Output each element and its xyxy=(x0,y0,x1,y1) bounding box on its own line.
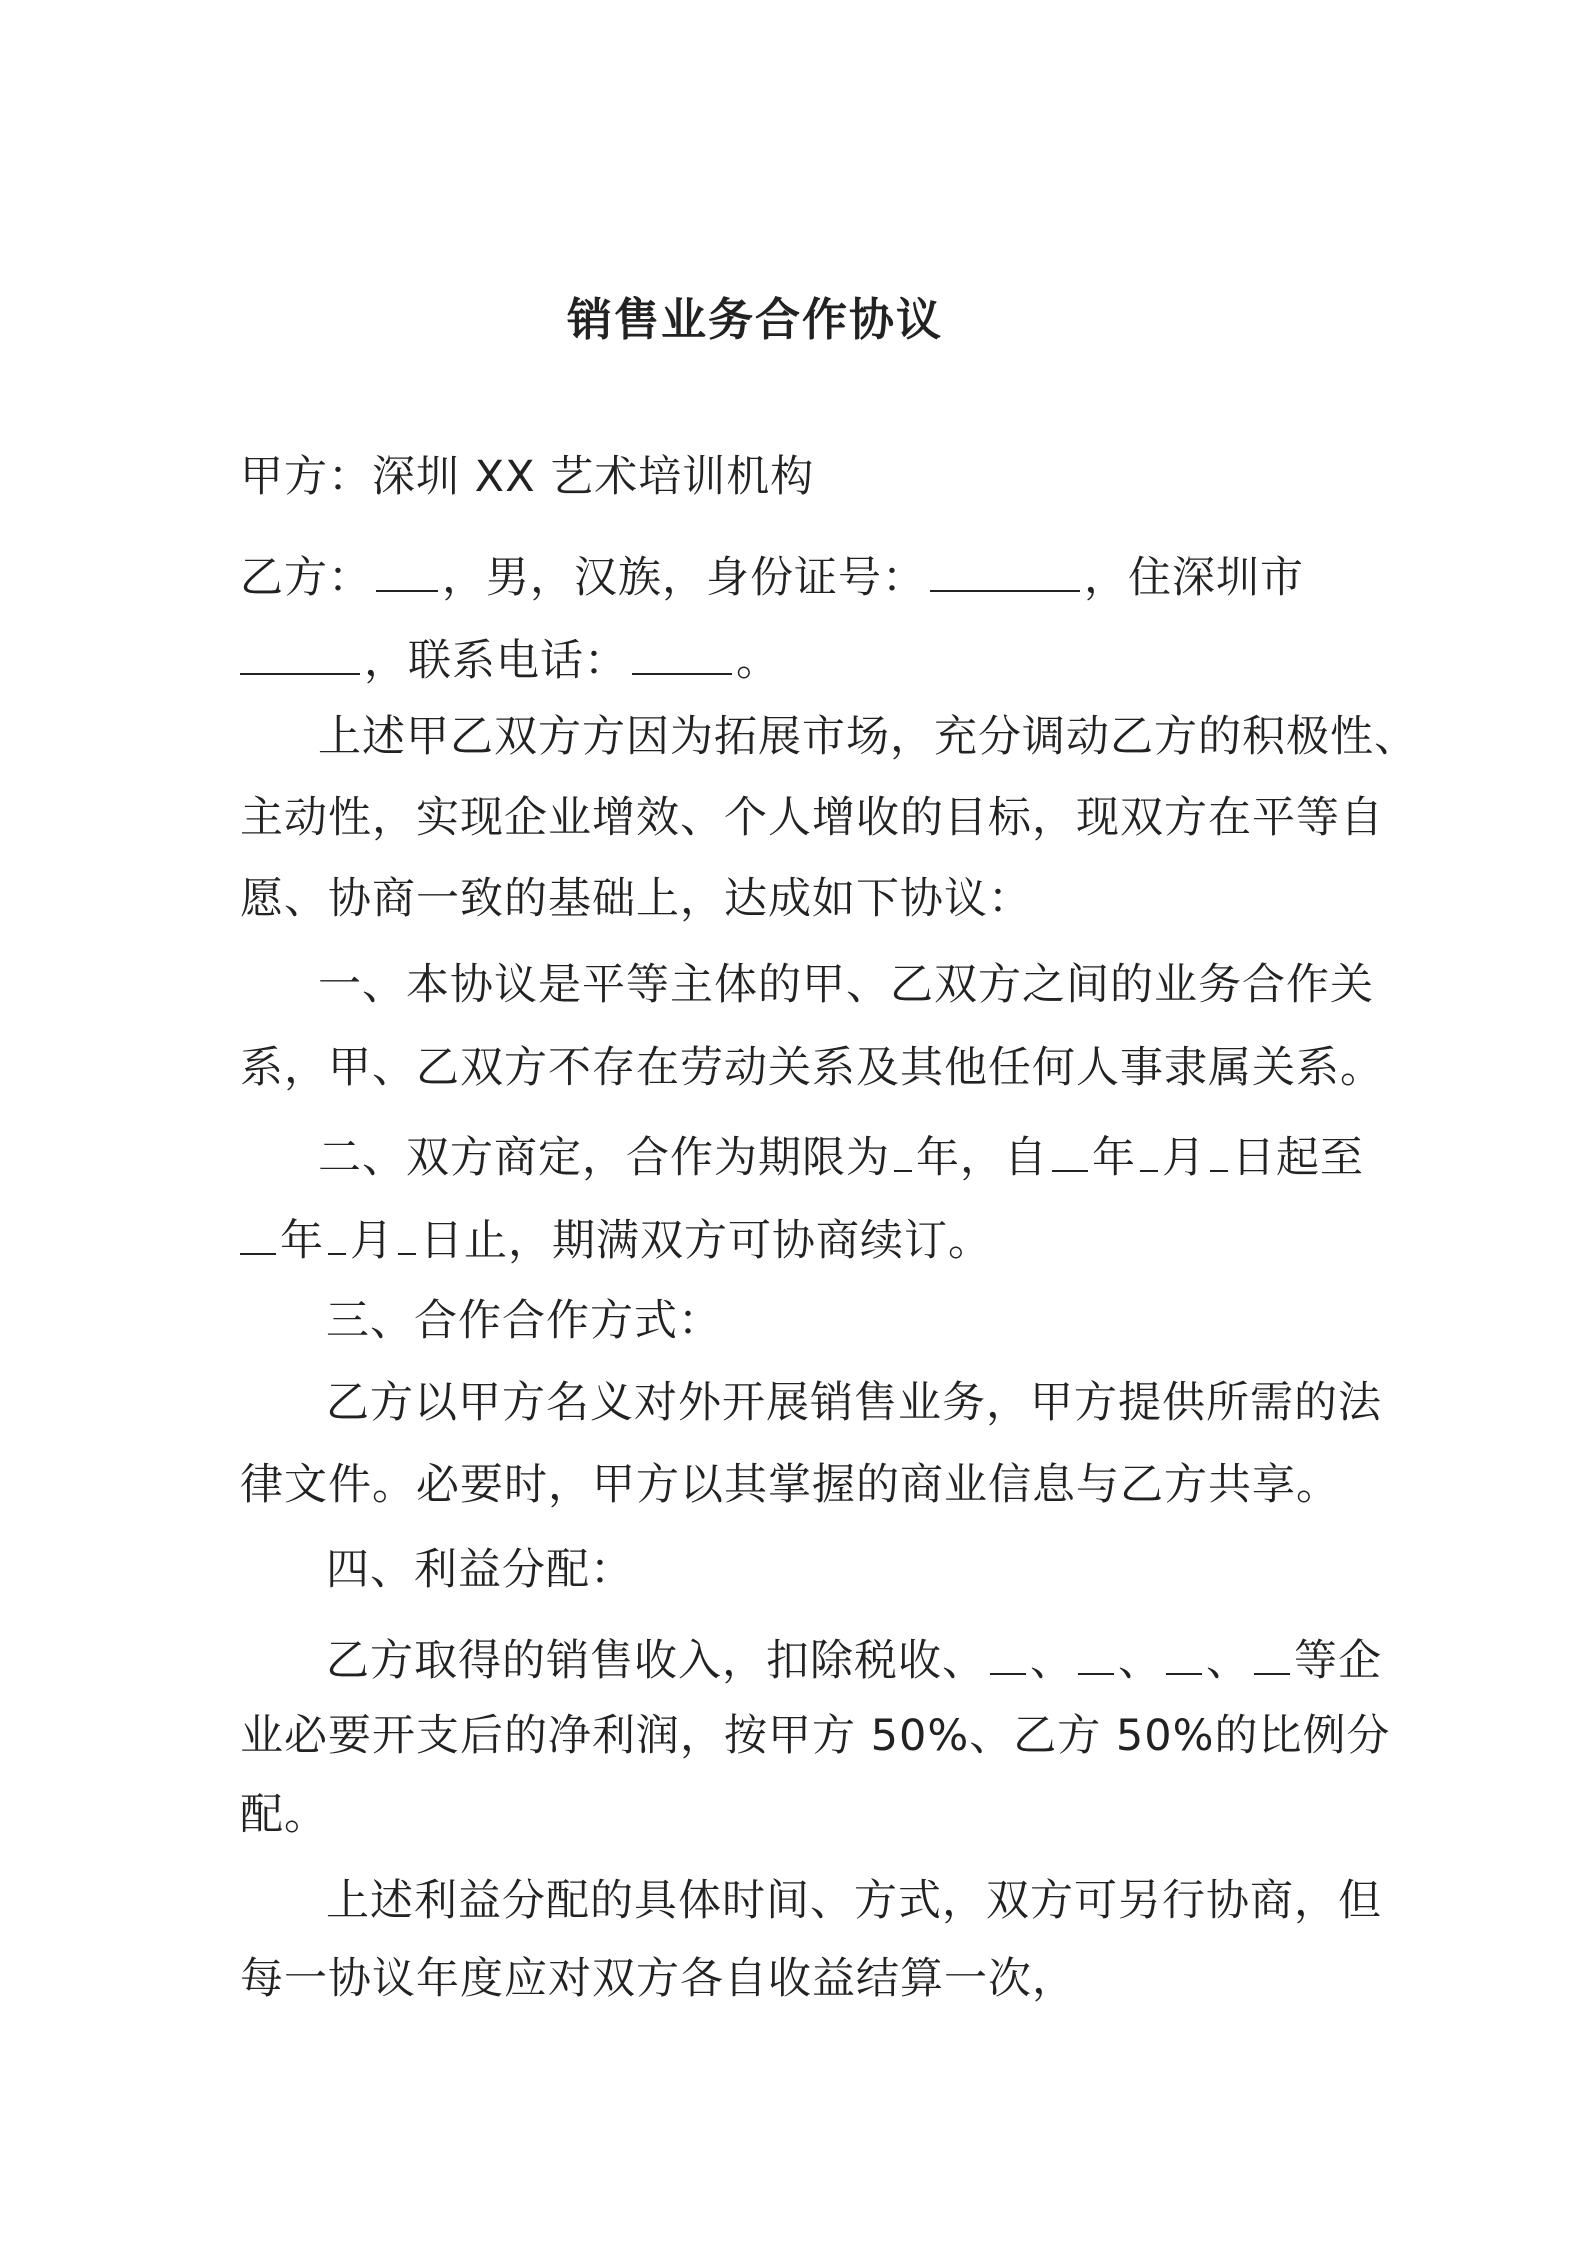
party-b-gender: ，男，汉族，身份证号： xyxy=(442,553,926,603)
id-number-blank xyxy=(930,544,1080,592)
clause2-line-1 xyxy=(318,1124,1364,1188)
intro-line-1: 上述甲乙双方方因为拓展市场，充分调动乙方的积极性、 xyxy=(318,712,1418,762)
start-day-blank xyxy=(1210,1124,1228,1172)
party-b-label: 乙方： xyxy=(240,553,372,603)
clause2-month: 月 xyxy=(1162,1133,1206,1183)
party-b-end: 。 xyxy=(736,636,780,686)
clause4-tail: 等企 xyxy=(1294,1636,1382,1686)
expense-blank-4 xyxy=(1254,1627,1290,1675)
end-day-blank xyxy=(398,1207,416,1255)
clause3-line-1: 乙方以甲方名义对外开展销售业务，甲方提供所需的法 xyxy=(326,1378,1382,1428)
clause4-text-1: 乙方取得的销售收入，扣除税收、 xyxy=(326,1636,986,1686)
intro-line-2: 主动性，实现企业增效、个人增收的目标，现双方在平等自 xyxy=(240,793,1384,843)
clause4-line-2: 业必要开支后的净利润，按甲方 50%、乙方 50%的比例分 xyxy=(240,1711,1391,1761)
start-year-blank xyxy=(1052,1124,1088,1172)
clause4-line-1 xyxy=(326,1627,1382,1691)
party-b-line xyxy=(240,544,1304,608)
name-blank xyxy=(376,544,438,592)
clause2-line-2 xyxy=(240,1207,992,1271)
clause1-line-1: 一、本协议是平等主体的甲、乙双方之间的业务合作关 xyxy=(318,960,1374,1010)
clause2-from: 年，自 xyxy=(916,1133,1048,1183)
party-a-line: 甲方：深圳 XX 艺术培训机构 xyxy=(240,452,815,502)
clause1-line-2: 系，甲、乙双方不存在劳动关系及其他任何人事隶属关系。 xyxy=(240,1043,1384,1093)
clause4-line-3: 配。 xyxy=(240,1790,328,1840)
end-year-blank xyxy=(240,1207,276,1255)
clause3-heading: 三、合作合作方式： xyxy=(326,1296,722,1346)
address-blank xyxy=(240,627,360,675)
clause2-year: 年 xyxy=(1092,1133,1136,1183)
clause4-line-4: 上述利益分配的具体时间、方式，双方可另行协商，但 xyxy=(326,1876,1382,1926)
clause2-start: 日起至 xyxy=(1232,1133,1364,1183)
document-title: 销售业务合作协议 xyxy=(566,293,943,346)
end-month-blank xyxy=(328,1207,346,1255)
clause4-sep-2: 、 xyxy=(1118,1636,1162,1686)
term-years-blank xyxy=(894,1124,912,1172)
clause2-end-month: 月 xyxy=(350,1216,394,1266)
clause3-line-2: 律文件。必要时，甲方以其掌握的商业信息与乙方共享。 xyxy=(240,1460,1340,1510)
clause2-text-1: 二、双方商定，合作为期限为 xyxy=(318,1133,890,1183)
clause2-end-year: 年 xyxy=(280,1216,324,1266)
clause4-sep-3: 、 xyxy=(1206,1636,1250,1686)
intro-line-3: 愿、协商一致的基础上，达成如下协议： xyxy=(240,874,1032,924)
phone-label: ，联系电话： xyxy=(364,636,628,686)
expense-blank-3 xyxy=(1166,1627,1202,1675)
party-b-line-2 xyxy=(240,627,780,691)
clause4-sep-1: 、 xyxy=(1030,1636,1074,1686)
clause4-heading: 四、利益分配： xyxy=(326,1545,634,1595)
phone-blank xyxy=(632,627,732,675)
expense-blank-2 xyxy=(1078,1627,1114,1675)
expense-blank-1 xyxy=(990,1627,1026,1675)
clause2-end: 日止，期满双方可协商续订。 xyxy=(420,1216,992,1266)
party-b-address-label: ，住深圳市 xyxy=(1084,553,1304,603)
start-month-blank xyxy=(1140,1124,1158,1172)
clause4-line-5: 每一协议年度应对双方各自收益结算一次， xyxy=(240,1954,1076,2004)
